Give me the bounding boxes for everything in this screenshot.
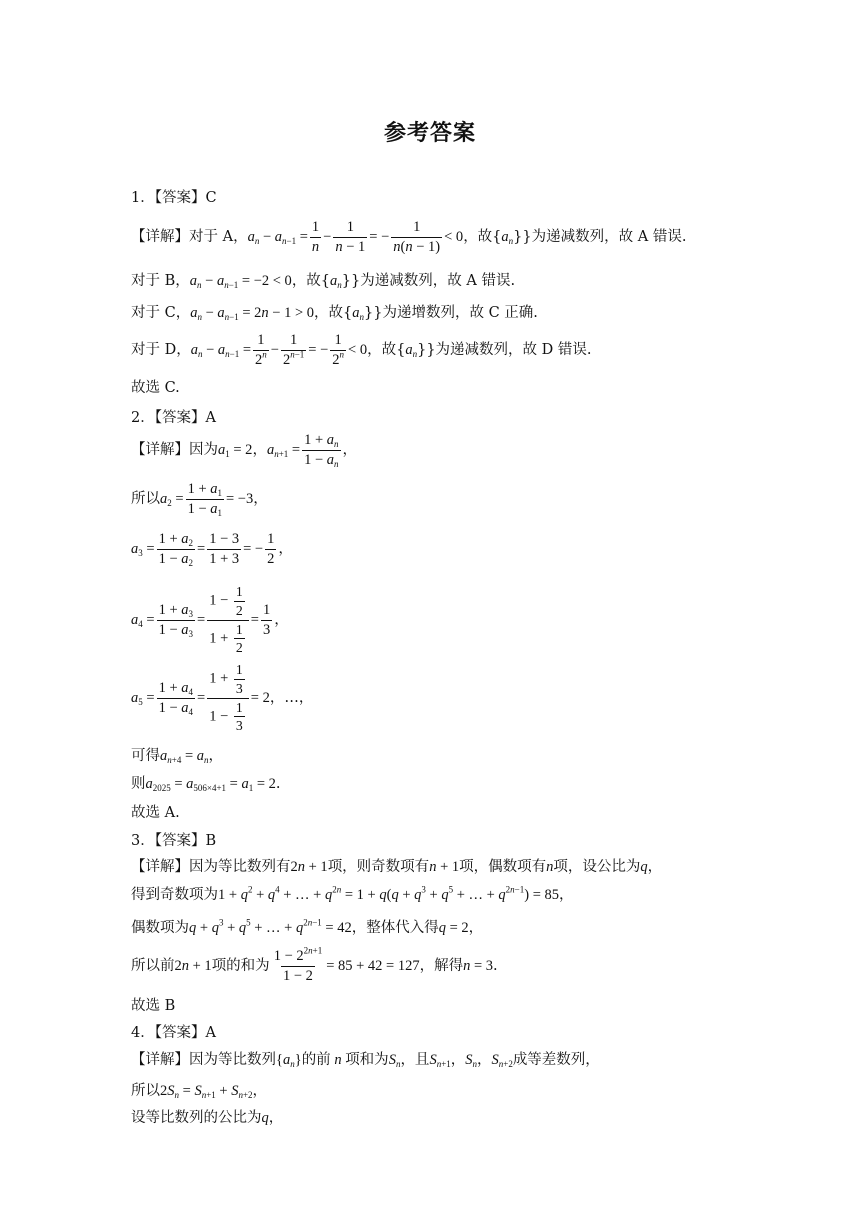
- q2-header: 2．【答案】A: [131, 410, 216, 426]
- q1-line-b: 对于 B， $a_n - a_{n-1} = -2 < 0$ ，故$\{a_n\}$ }为递减数列，故 A 错误.: [131, 273, 516, 291]
- q3-line-4: 所以前 2n + 1 项的和为 $\frac{1 - 2^{2n+1}}{1 - 2}$ = 85 + 42 = 127 ，解得 n = 3 .: [131, 945, 498, 984]
- q2-line-a3: $a_3$ = $\frac{1 + a_2}{1 - a_2}$ = $\frac{1 - 3}{1 + 3}$ = − $\frac{1}{2}$ ，: [131, 531, 293, 568]
- q1-conclusion: 故选 C.: [131, 380, 180, 396]
- q2-line-result: 则 $a_{2025} = a_{506\times 4+1} = a_1 = 2$ .: [131, 776, 281, 794]
- q1-header: 1．【答案】C: [131, 190, 217, 206]
- page-title: 参考答案: [383, 121, 476, 146]
- q4-header: 4．【答案】A: [131, 1025, 216, 1041]
- q1-line-c: 对于 C， $a_n - a_{n-1} = 2n - 1 > 0$ ，故$\{a_n\}$ }为递增数列，故 C 正确.: [131, 305, 538, 323]
- q3-line-3: 偶数项为 $q + q^3 + q^5$ + … + $q^{2n-1} = 42$ ，整体代入得 q = 2 ，: [131, 917, 484, 936]
- q2-line-period: 可得 $a_{n+4} = a_n$ ，: [131, 748, 223, 766]
- q4-line-1: 【详解】因为等比数列 $\{a_n\}$ 的前 n 项和为 $S_n$ ，且 $S_{n+1}$ ， $S_n$ ， $S_{n+2}$ 成等差数列，: [131, 1052, 600, 1070]
- q1-line-d: 对于 D， $a_n - a_{n-1}$ = $\frac{1}{2^n}$ − $\frac{1}{2^{n-1}}$ = − $\frac{1}{2^n}$ < 0 ，故$\{a_n\}$ }为递减数列，故 D 错误.: [131, 332, 592, 368]
- q1-line-a: 【详解】对于 A， $a_n - a_{n-1}$ = $\frac{1}{n}$ − $\frac{1}{n - 1}$ = − $\frac{1}{n(n - 1)}$ < 0 ，故$\{a_n\}$ }为递减数列，故 A 错误.: [131, 219, 687, 255]
- q3-conclusion: 故选 B: [131, 998, 176, 1014]
- q2-line-a2: 所以 $a_2$ = $\frac{1 + a_1}{1 - a_1}$ = −3 ，: [131, 481, 268, 518]
- q4-line-3: 设等比数列的公比为 q ，: [131, 1110, 284, 1126]
- q2-line-given: 【详解】因为 $a_1 = 2$ ， $a_{n+1}$ = $\frac{1 + a_n}{1 - a_n}$ ，: [131, 432, 357, 469]
- q2-line-a5: $a_5$ = $\frac{1 + a_4}{1 - a_4}$ = 1 + $\frac{1}{3}$ 1 − $\frac{1}{3}$ = 2 ，…，: [131, 662, 314, 734]
- q3-line-2: 得到奇数项为 $1 + q^2 + q^4$ + … + $q^{2n} = 1 + q(q + q^3 + q^5$ + … + $q^{2n-1}) = 85$ ，: [131, 884, 574, 903]
- q3-header: 3．【答案】B: [131, 833, 217, 849]
- q2-conclusion: 故选 A.: [131, 805, 180, 821]
- q2-line-a4: $a_4$ = $\frac{1 + a_3}{1 - a_3}$ = 1 − $\frac{1}{2}$ 1 + $\frac{1}{2}$ = $\frac{1}{3}$ ，: [131, 584, 289, 656]
- q3-line-1: 【详解】因为等比数列有 2n + 1 项，则奇数项有 n + 1 项，偶数项有 n 项，设公比为 q ，: [131, 859, 663, 875]
- q4-line-2: 所以 $2S_n = S_{n+1} + S_{n+2}$ ，: [131, 1083, 267, 1101]
